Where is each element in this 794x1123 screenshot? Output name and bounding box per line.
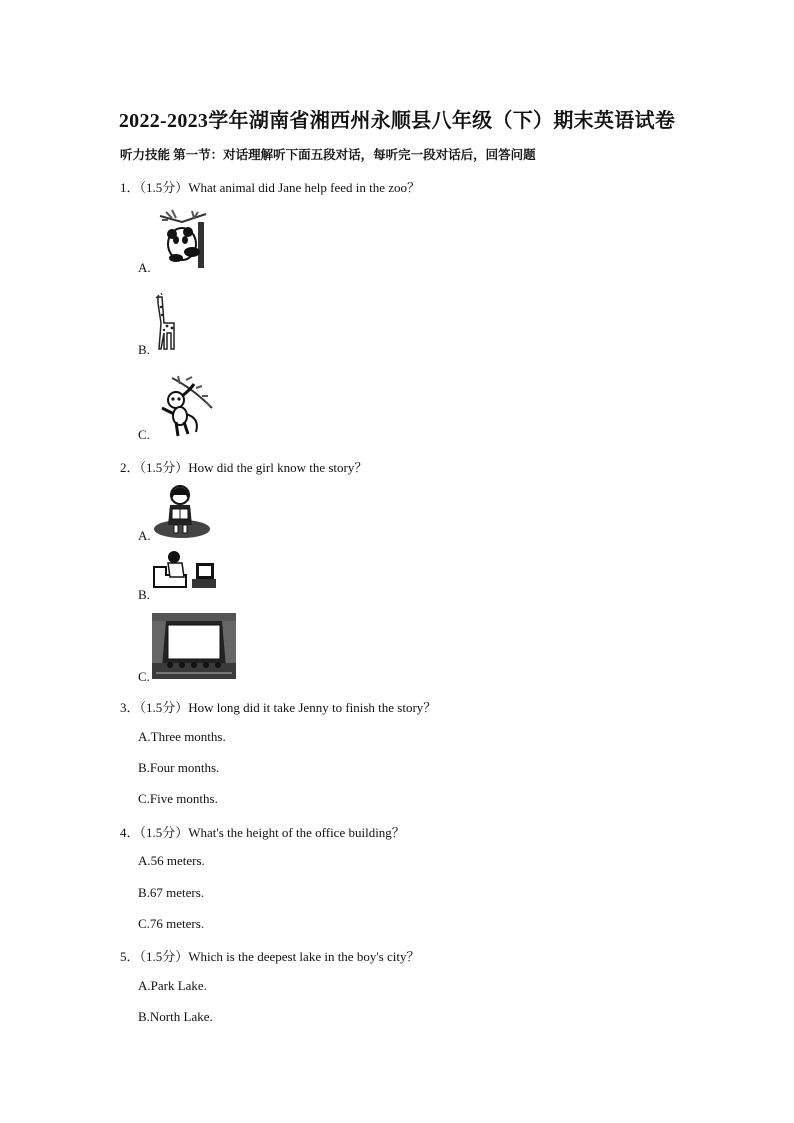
girl-watching-tv-image [152,549,216,589]
option-2b: B. [138,587,150,602]
question-1: 1．（1.5分）What animal did Jane help feed in the zoo？ [120,180,421,195]
option-5a: A.Park Lake. [138,978,207,993]
question-4: 4．（1.5分）What's the height of the office building？ [120,825,405,840]
option-1b: B. [138,342,150,357]
cinema-image [152,613,236,679]
section-heading: 听力技能 第一节：对话理解听下面五段对话，每听完一段对话后，回答问题 [120,148,536,162]
option-5b: B.North Lake. [138,1009,213,1024]
option-4c: C.76 meters. [138,916,205,931]
option-2c: C. [138,669,150,684]
monkey-image [152,374,214,440]
question-3: 3．（1.5分）How long did it take Jenny to finish the story？ [120,700,437,715]
girl-reading-image [152,483,212,539]
option-4b: B.67 meters. [138,885,205,900]
giraffe-image [152,293,182,351]
page-title: 2022-2023学年湖南省湘西州永顺县八年级（下）期末英语试卷 [118,110,676,132]
option-3b: B.Four months. [138,760,220,775]
question-2: 2．（1.5分）How did the girl know the story？ [120,460,368,475]
option-4a: A.56 meters. [138,853,205,868]
question-5: 5．（1.5分）Which is the deepest lake in the boy's city？ [120,949,420,964]
panda-image [152,208,214,270]
option-1c: C. [138,427,150,442]
option-1a: A. [138,260,151,275]
option-2a: A. [138,528,151,543]
option-3c: C.Five months. [138,791,218,806]
option-3a: A.Three months. [138,729,226,744]
